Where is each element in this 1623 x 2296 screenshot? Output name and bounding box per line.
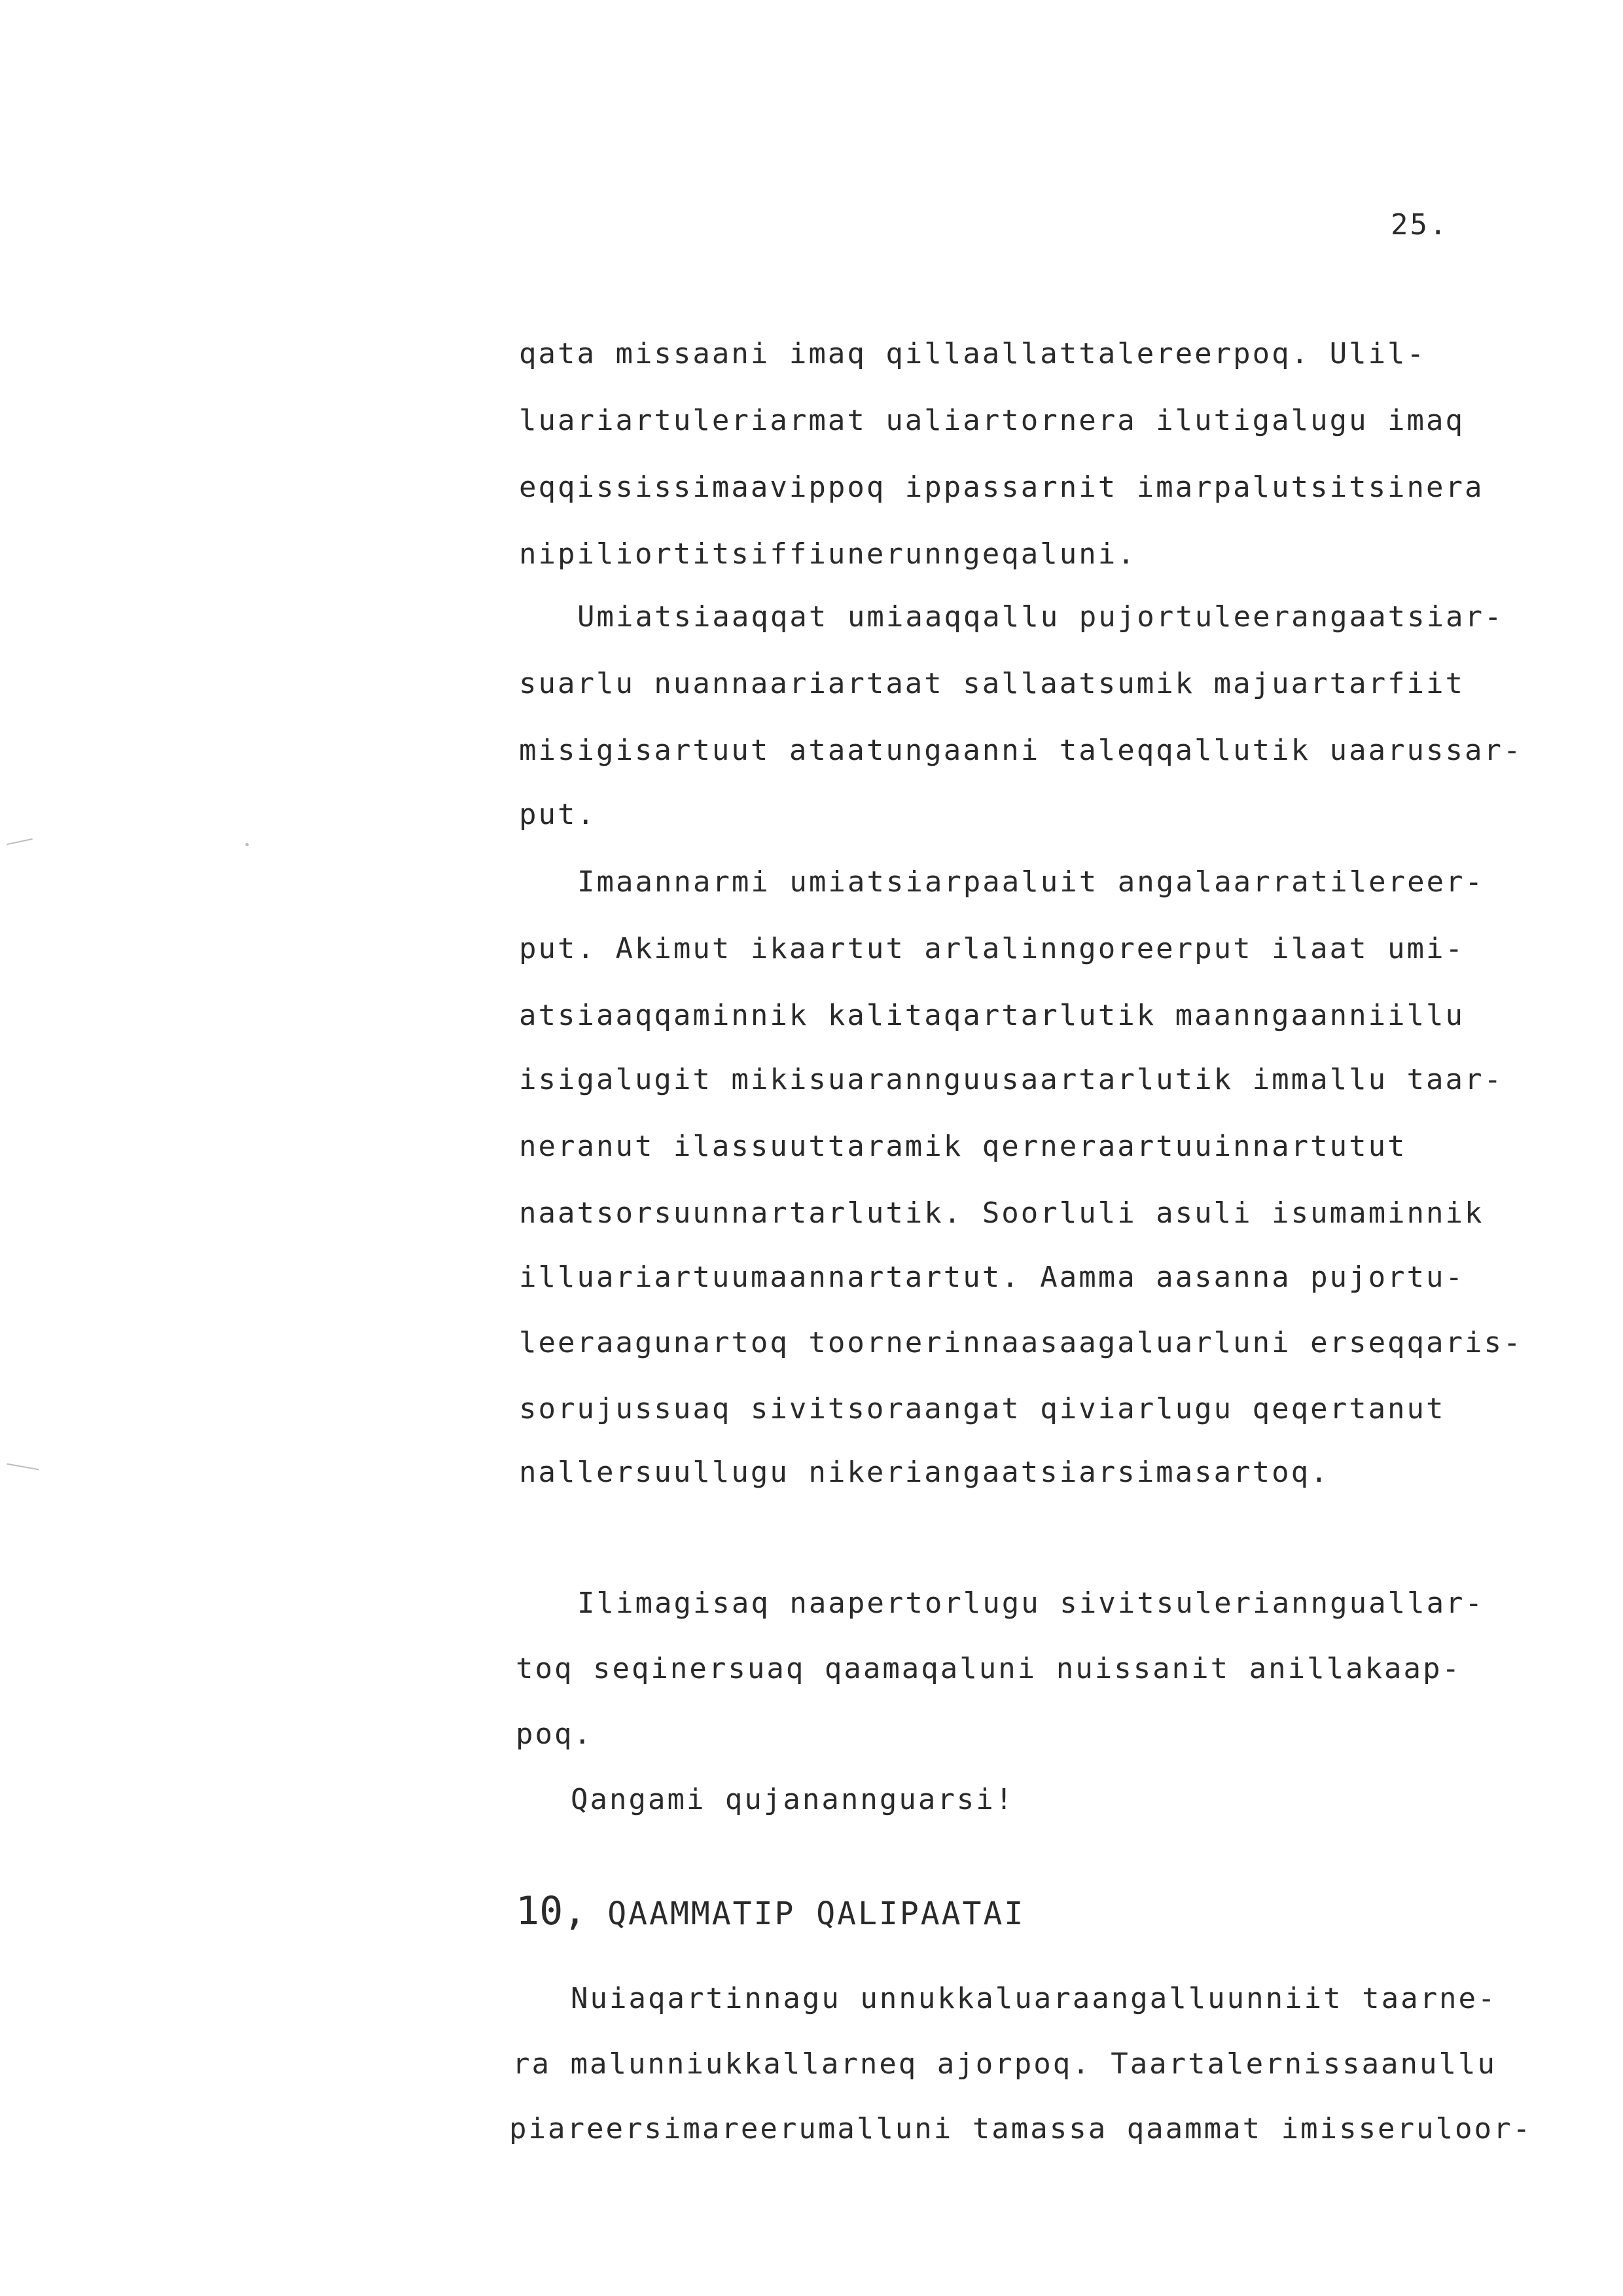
scan-mark — [245, 843, 249, 846]
text-line: Imaannarmi umiatsiarpaaluit angalaarratilereer- — [577, 865, 1485, 899]
text-line: neranut ilassuuttaramik qerneraartuuinnartutut — [519, 1130, 1407, 1163]
text-line: atsiaaqqaminnik kalitaqartarlutik maanngaanniillu — [519, 999, 1465, 1032]
text-line: Umiatsiaaqqat umiaaqqallu pujortuleerangaatsiar- — [577, 600, 1504, 634]
section-number: 10, — [516, 1888, 587, 1934]
text-line: toq seqinersuaq qaamaqaluni nuissanit anillakaap- — [516, 1652, 1462, 1685]
text-line: Ilimagisaq naapertorlugu sivitsuleriannguallar- — [577, 1587, 1485, 1620]
page-number: 25. — [1391, 208, 1449, 242]
scan-mark — [7, 838, 33, 845]
text-line: nallersuullugu nikeriangaatsiarsimasartoq. — [519, 1456, 1330, 1489]
text-line: qata missaani imaq qillaallattalereerpoq. Ulil- — [519, 337, 1427, 370]
text-line: sorujussuaq sivitsoraangat qiviarlugu qeqertanut — [519, 1392, 1446, 1426]
text-line: eqqississimaavippoq ippassarnit imarpalutsitsinera — [519, 471, 1484, 504]
text-line: misigisartuut ataatungaanni taleqqallutik uaarussar- — [519, 734, 1523, 767]
section-title: QAAMMATIP QALIPAATAI — [607, 1895, 1026, 1932]
text-line: piareersimareerumalluni tamassa qaammat imisseruloor- — [509, 2112, 1532, 2145]
text-line: ra malunniukkallarneq ajorpoq. Taartalernissaanullu — [512, 2047, 1497, 2081]
text-line: illuariartuumaannartartut. Aamma aasanna pujortu- — [519, 1261, 1465, 1294]
text-line: suarlu nuannaariartaat sallaatsumik majuartarfiit — [519, 667, 1465, 700]
text-line: naatsorsuunnartarlutik. Soorluli asuli isumaminnik — [519, 1196, 1484, 1230]
text-line: put. — [519, 798, 596, 831]
text-line: put. Akimut ikaartut arlalinngoreerput ilaat umi- — [519, 932, 1465, 965]
text-line: Qangami qujanannguarsi! — [571, 1783, 1015, 1816]
text-line: isigalugit mikisuarannguusaartarlutik immallu taar- — [519, 1063, 1504, 1096]
section-heading — [516, 1888, 1025, 1934]
text-line: poq. — [516, 1717, 593, 1751]
text-line: leeraagunartoq toornerinnaasaagaluarluni erseqqaris- — [519, 1326, 1523, 1359]
scan-mark — [7, 1463, 39, 1471]
text-line: Nuiaqartinnagu unnukkaluaraangalluunniit taarne- — [571, 1982, 1497, 2015]
text-line: luariartuleriarmat ualiartornera ilutigalugu imaq — [519, 404, 1465, 437]
text-line: nipiliortitsiffiunerunngeqaluni. — [519, 537, 1137, 571]
